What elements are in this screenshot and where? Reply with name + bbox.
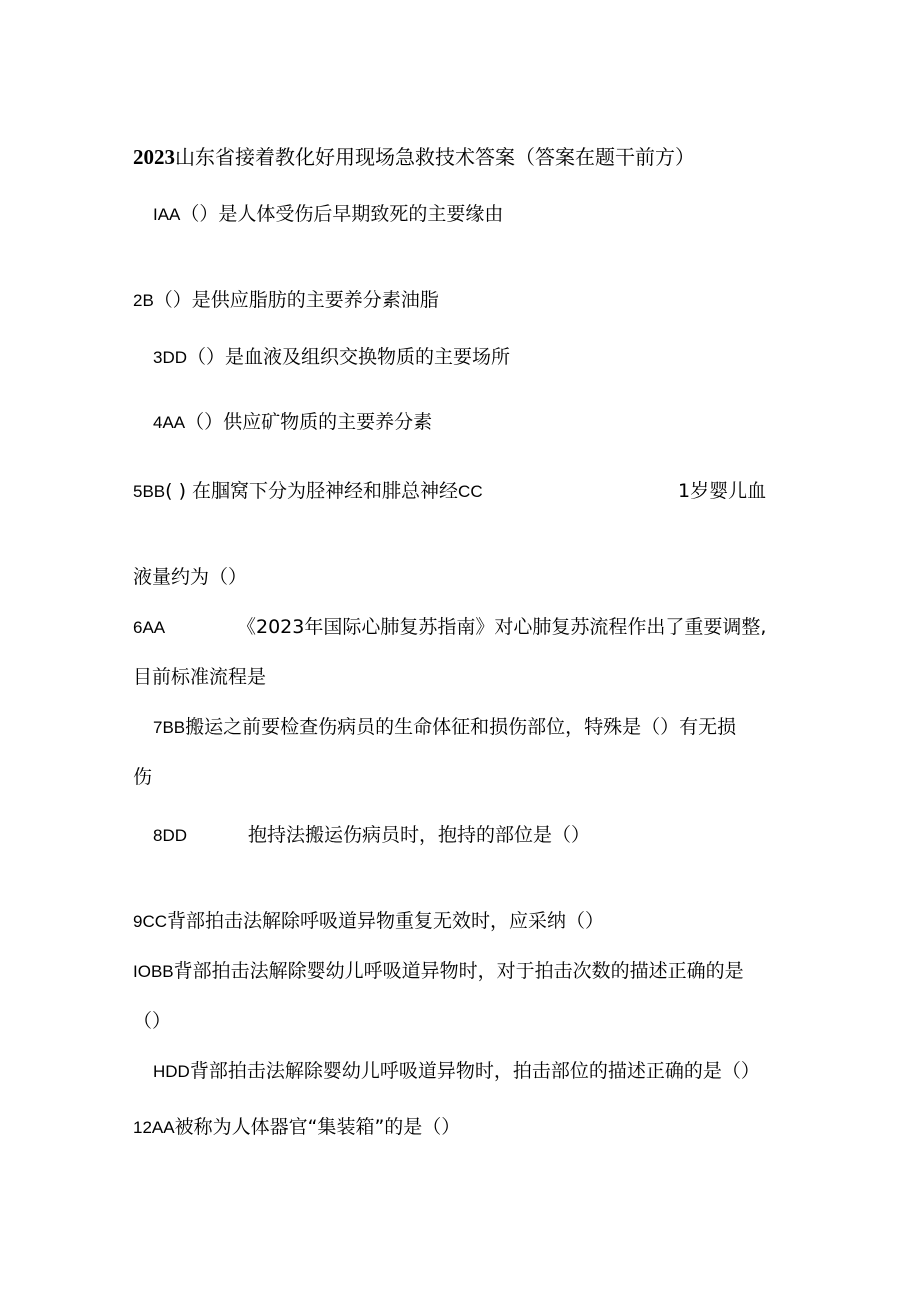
question-6-number: 6AA — [133, 618, 166, 637]
question-7 — [153, 714, 736, 741]
question-7-continuation — [133, 764, 152, 790]
question-12 — [133, 1114, 460, 1141]
title-text: 山东省接着教化好用现场急救技术答案（答案在题干前方） — [175, 145, 695, 169]
question-2 — [133, 287, 439, 314]
question-6-continuation — [133, 664, 266, 690]
question-6-body — [237, 614, 766, 640]
question-5-continuation — [133, 564, 247, 590]
question-10-cont-text: （） — [133, 1010, 172, 1032]
question-8 — [153, 822, 187, 849]
question-9 — [133, 908, 604, 935]
question-5 — [133, 478, 483, 505]
question-11-number: HDD — [153, 1062, 190, 1081]
question-11-text: 背部拍击法解除婴幼儿呼吸道异物时，拍击部位的描述正确的是（） — [189, 1060, 760, 1082]
question-7-text: 搬运之前要检查伤病员的生命体征和损伤部位，特殊是（）有无损 — [185, 716, 737, 738]
question-10-text: 背部拍击法解除婴幼儿呼吸道异物时，对于拍击次数的描述正确的是 — [173, 960, 744, 982]
question-6-cont-text: 目前标准流程是 — [133, 666, 267, 688]
question-3-number: 3DD — [153, 348, 188, 367]
question-7-cont-text: 伤 — [133, 766, 153, 788]
question-12-text: 被称为人体器官“集装箱”的是（） — [174, 1116, 461, 1138]
question-8-text: 抱持法搬运伤病员时，抱持的部位是（） — [248, 824, 591, 846]
question-9-number: 9CC — [133, 912, 168, 931]
question-5-text: ( ) 在腘窝下分为胫神经和腓总神经 — [165, 480, 459, 502]
question-2-text: （）是供应脂肪的主要养分素油脂 — [153, 289, 439, 311]
question-9-text: 背部拍击法解除呼吸道异物重复无效时，应采纳（） — [167, 910, 605, 932]
question-5-extra — [678, 478, 766, 504]
question-5-extra-text: 1岁婴儿血 — [678, 480, 767, 502]
question-12-number: 12AA — [133, 1118, 175, 1137]
question-5-answer-cc: CC — [458, 482, 483, 501]
question-4-number: 4AA — [153, 413, 186, 432]
question-11 — [153, 1058, 760, 1085]
question-4-text: （）供应矿物质的主要养分素 — [185, 411, 433, 433]
question-4 — [153, 409, 432, 436]
question-8-number: 8DD — [153, 826, 188, 845]
question-10-continuation — [133, 1008, 171, 1034]
question-7-number: 7BB — [153, 718, 186, 737]
question-6-text: 《2023年国际心肺复苏指南》对心肺复苏流程作出了重要调整, — [237, 616, 767, 638]
question-3 — [153, 344, 510, 371]
question-2-number: 2B — [133, 291, 154, 310]
question-10 — [133, 958, 744, 985]
document-title — [133, 144, 695, 170]
question-1 — [153, 201, 503, 228]
question-5-number: 5BB — [133, 482, 166, 501]
question-1-text: （）是人体受伤后早期致死的主要缘由 — [180, 203, 504, 225]
title-year: 2023 — [133, 145, 175, 169]
question-6 — [133, 614, 165, 641]
question-8-body — [248, 822, 590, 848]
question-3-text: （）是血液及组织交换物质的主要场所 — [187, 346, 511, 368]
question-1-number: IAA — [153, 205, 181, 224]
question-10-number: IOBB — [133, 962, 174, 981]
question-5-cont-text: 液量约为（） — [133, 566, 248, 588]
